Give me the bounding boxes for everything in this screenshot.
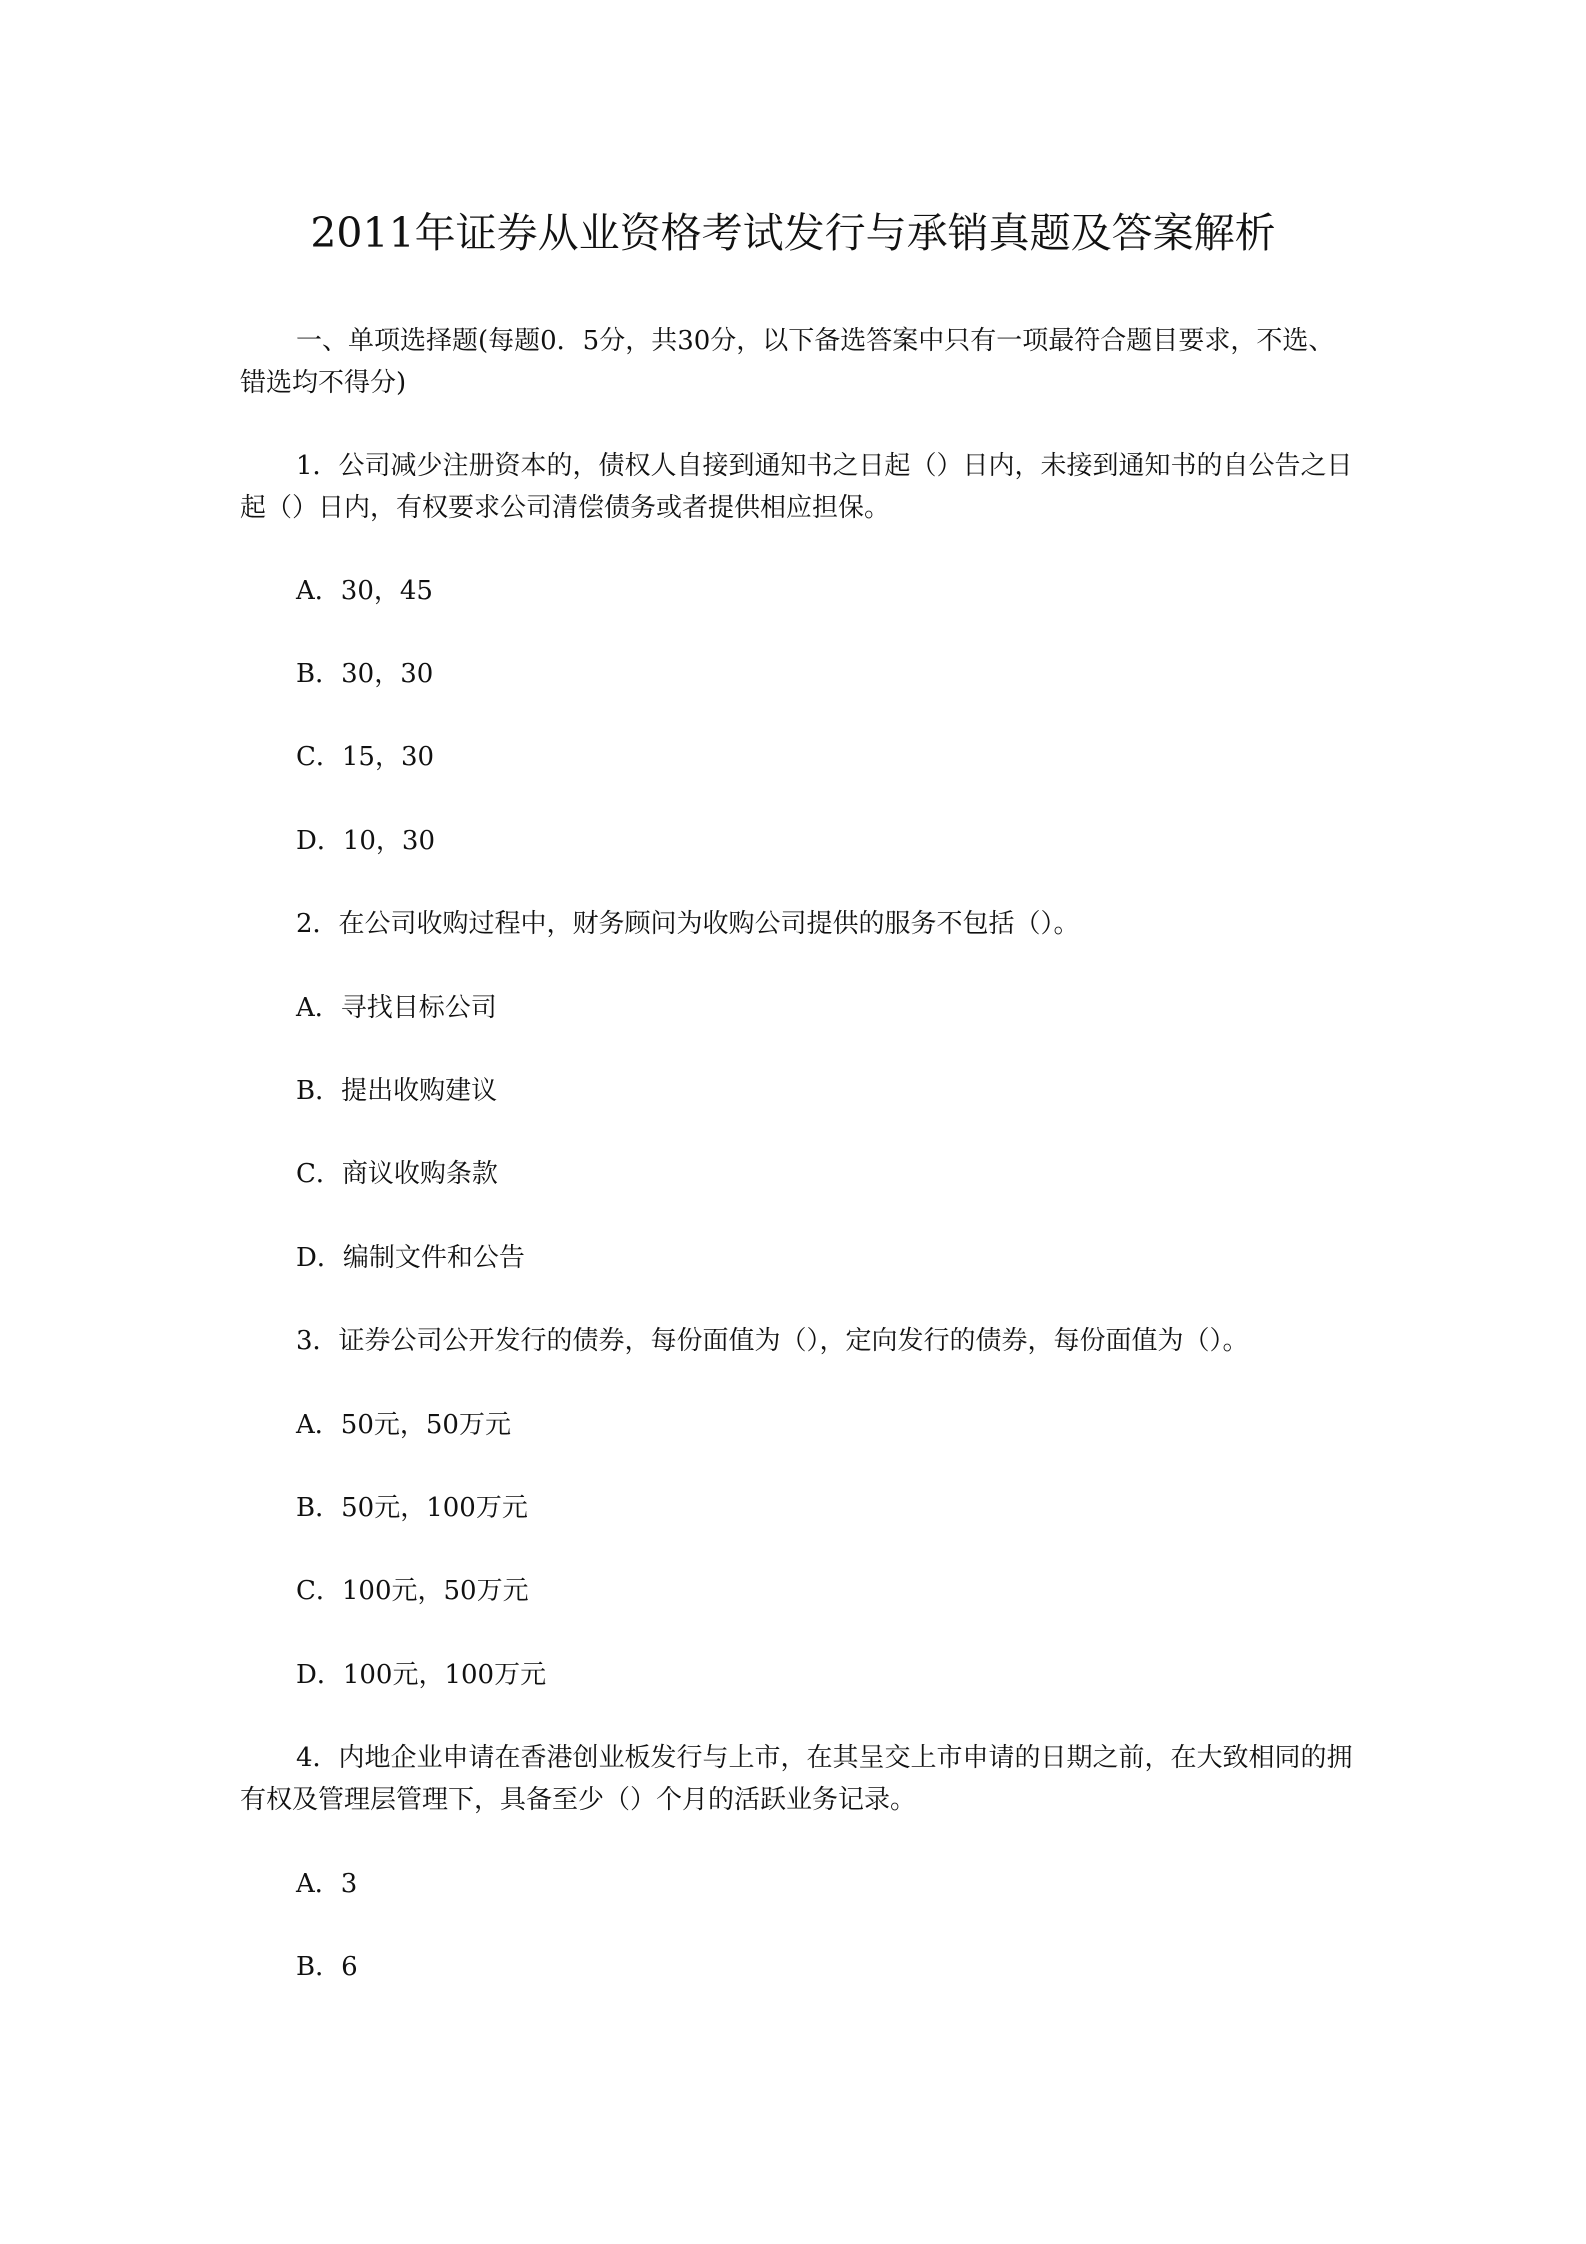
answer-option: C．商议收购条款 — [296, 1159, 498, 1189]
document-title: 2011年证券从业资格考试发行与承销真题及答案解析 — [310, 209, 1276, 257]
section-header: 一、单项选择题(每题0．5分，共30分，以下备选答案中只有一项最符合题目要求，不选、错选均不得分) — [240, 326, 1335, 398]
answer-option: A．30，45 — [296, 576, 433, 606]
answer-option: A．3 — [296, 1869, 358, 1899]
question-stem: 1．公司减少注册资本的，债权人自接到通知书之日起（）日内，未接到通知书的自公告之日起（）日内，有权要求公司清偿债务或者提供相应担保。 — [240, 451, 1353, 523]
answer-option: A．寻找目标公司 — [296, 993, 497, 1023]
answer-option: D．10，30 — [296, 826, 436, 856]
question-stem: 4．内地企业申请在香港创业板发行与上市，在其呈交上市申请的日期之前，在大致相同的拥有权及管理层管理下，具备至少（）个月的活跃业务记录。 — [240, 1743, 1353, 1815]
answer-option: C．100元，50万元 — [296, 1576, 529, 1606]
answer-option: B．30，30 — [296, 659, 434, 689]
question-stem: 3．证券公司公开发行的债券，每份面值为（），定向发行的债券，每份面值为（）。 — [296, 1326, 1249, 1356]
answer-option: C．15，30 — [296, 742, 435, 772]
answer-option: D．编制文件和公告 — [296, 1243, 525, 1273]
answer-option: B．50元，100万元 — [296, 1493, 528, 1523]
answer-option: A．50元，50万元 — [296, 1410, 511, 1440]
answer-option: D．100元，100万元 — [296, 1660, 547, 1690]
question-stem: 2．在公司收购过程中，财务顾问为收购公司提供的服务不包括（）。 — [296, 909, 1080, 939]
answer-option: B．6 — [296, 1952, 358, 1982]
answer-option: B．提出收购建议 — [296, 1076, 498, 1106]
